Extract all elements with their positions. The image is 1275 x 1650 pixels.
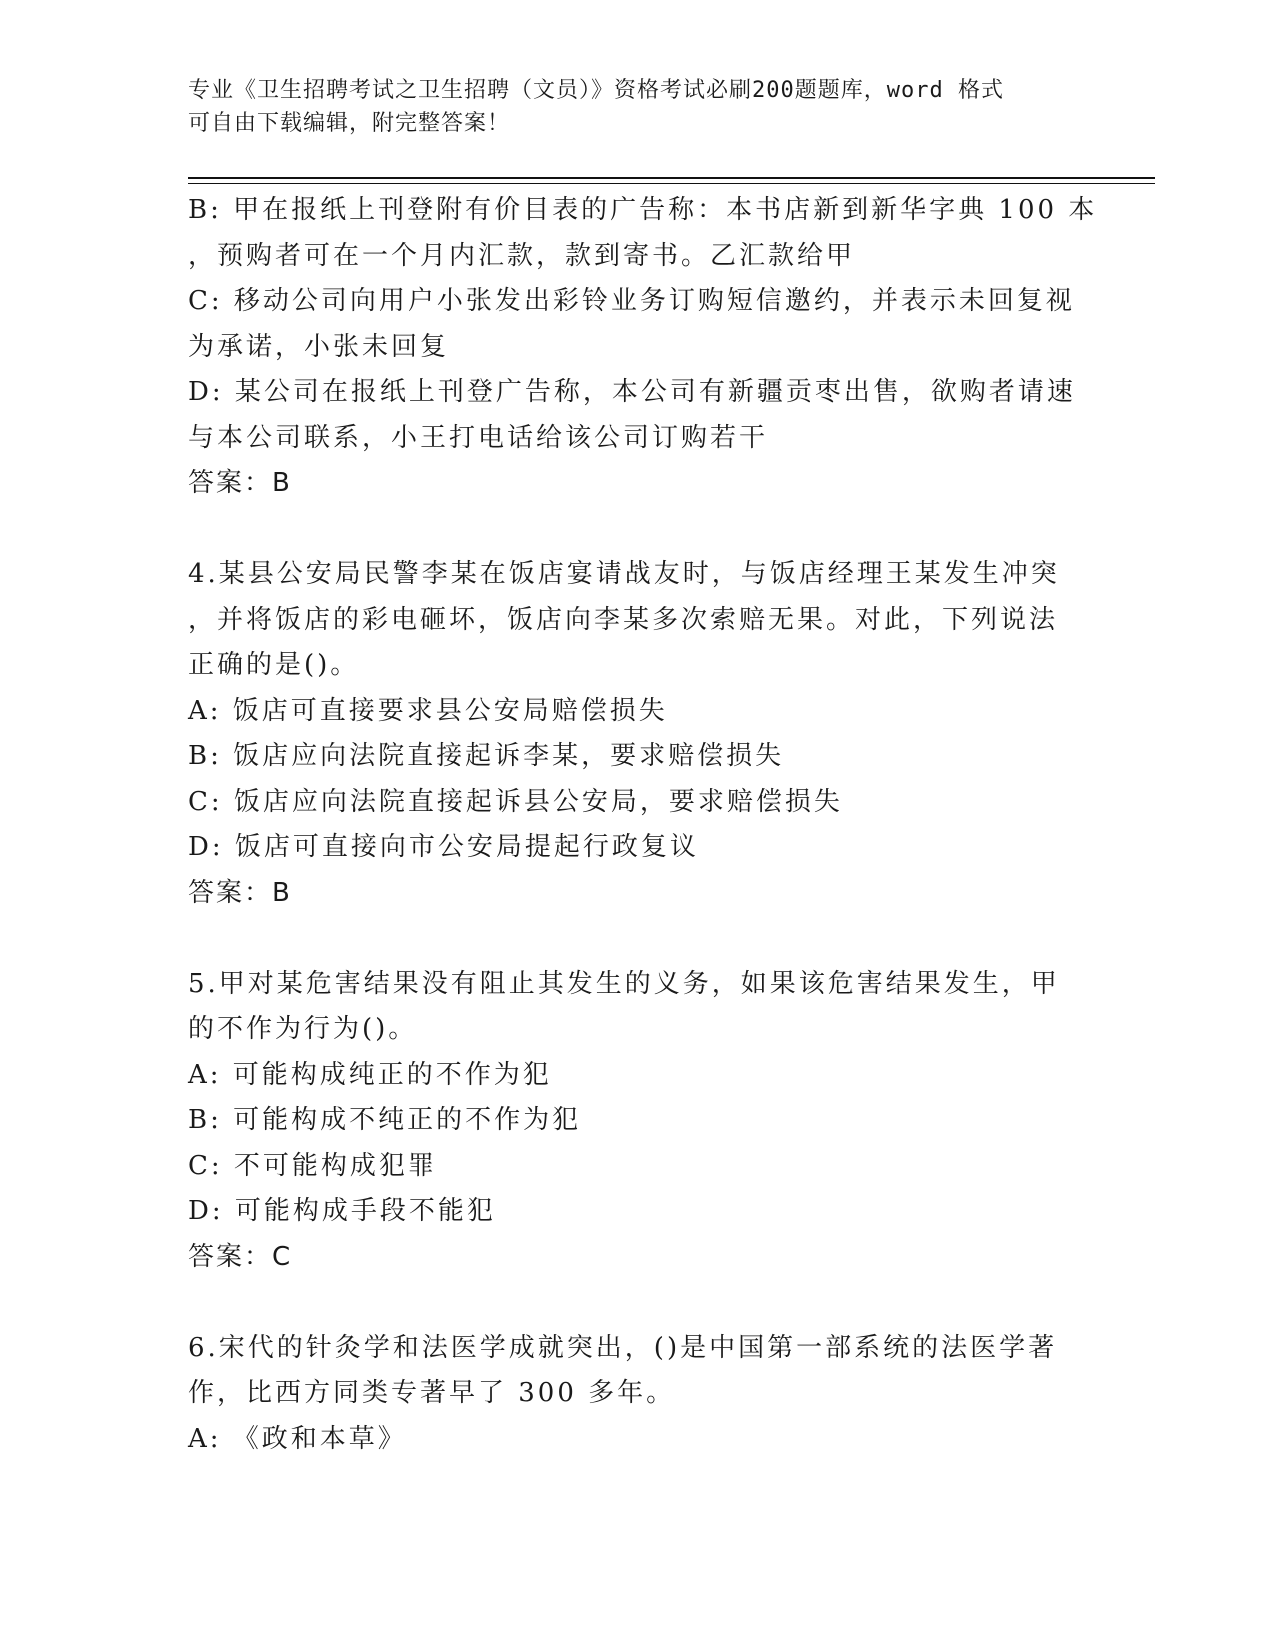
q5-option-a: A: 可能构成纯正的不作为犯 — [188, 1059, 552, 1090]
q3-option-d-line-2: 与本公司联系，小王打电话给该公司订购若干 — [188, 422, 769, 453]
q3-option-b-line-2: ，预购者可在一个月内汇款，款到寄书。乙汇款给甲 — [188, 240, 856, 271]
q3-option-c-line-1: C: 移动公司向用户小张发出彩铃业务订购短信邀约，并表示未回复视 — [188, 286, 1075, 316]
q4-answer: 答案：B — [188, 877, 292, 908]
question-3-options — [188, 188, 1098, 507]
spacer — [188, 916, 1088, 962]
q4-option-b: B: 饭店应向法院直接起诉李某，要求赔偿损失 — [188, 741, 785, 771]
q6-stem-line-2: 作，比西方同类专著早了 300 多年。 — [188, 1378, 676, 1408]
q6-stem-line-1: 6.宋代的针灸学和法医学成就突出，()是中国第一部系统的法医学著 — [188, 1332, 1058, 1363]
q4-stem-line-3: 正确的是()。 — [188, 650, 360, 680]
q5-stem-line-2: 的不作为行为()。 — [188, 1014, 418, 1044]
q5-option-c: C: 不可能构成犯罪 — [188, 1150, 437, 1181]
q4-stem-line-1: 4.某县公安局民警李某在饭店宴请战友时，与饭店经理王某发生冲突 — [188, 559, 1060, 589]
spacer — [188, 507, 1088, 553]
q3-option-d-line-1: D: 某公司在报纸上刊登广告称，本公司有新疆贡枣出售，欲购者请速 — [188, 377, 1076, 407]
q4-option-d: D: 饭店可直接向市公安局提起行政复议 — [188, 832, 699, 862]
question-6 — [188, 1326, 1088, 1463]
q6-option-a: A: 《政和本草》 — [188, 1423, 407, 1454]
q5-stem-line-1: 5.甲对某危害结果没有阻止其发生的义务，如果该危害结果发生，甲 — [188, 968, 1060, 999]
header-title-line-2: 可自由下载编辑，附完整答案！ — [188, 111, 511, 136]
spacer — [188, 1280, 1088, 1326]
q5-answer: 答案：C — [188, 1241, 293, 1272]
q3-option-c-line-2: 为承诺，小张未回复 — [188, 331, 450, 362]
header-divider-thick — [188, 177, 1155, 179]
header-divider-thin — [188, 183, 1155, 184]
header-title-line-1: 专业《卫生招聘考试之卫生招聘（文员）》资格考试必刷200题题库，word 格式 — [188, 78, 1004, 103]
question-4 — [188, 552, 1088, 916]
q4-option-c: C: 饭店应向法院直接起诉县公安局，要求赔偿损失 — [188, 786, 843, 817]
q3-answer: 答案：B — [188, 468, 292, 498]
q5-option-d: D: 可能构成手段不能犯 — [188, 1196, 496, 1226]
q3-option-b-line-1: B: 甲在报纸上刊登附有价目表的广告称：本书店新到新华字典 100 本 — [188, 195, 1098, 225]
q4-option-a: A: 饭店可直接要求县公安局赔偿损失 — [188, 695, 668, 726]
q4-stem-line-2: ，并将饭店的彩电砸坏，饭店向李某多次索赔无果。对此，下列说法 — [188, 604, 1059, 635]
document-header — [188, 74, 1068, 140]
question-5 — [188, 962, 1088, 1281]
question-list — [188, 188, 1098, 1462]
q5-option-b: B: 可能构成不纯正的不作为犯 — [188, 1105, 582, 1135]
